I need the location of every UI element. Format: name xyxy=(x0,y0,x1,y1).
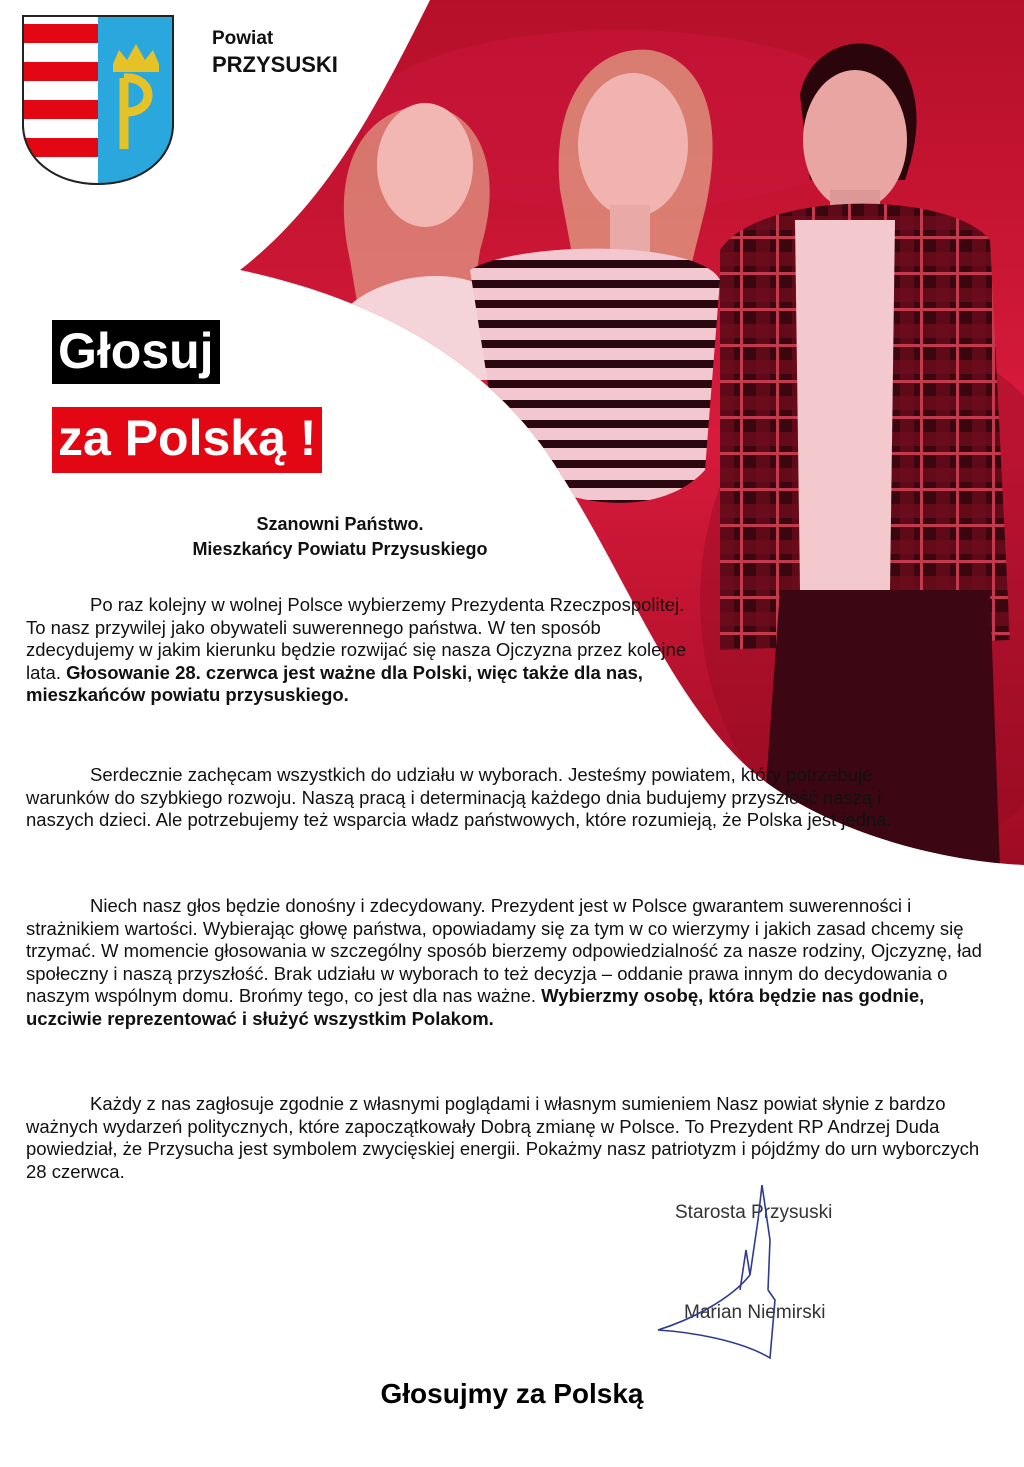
coat-of-arms xyxy=(21,14,175,186)
slogan-line2: za Polską ! xyxy=(52,407,322,473)
powiat-label: Powiat xyxy=(212,28,274,49)
slogan-line1: Głosuj xyxy=(52,320,220,384)
letter-paragraph-1 xyxy=(26,594,706,707)
signature-name: Marian Niemirski xyxy=(684,1302,826,1323)
handwritten-signature xyxy=(650,1180,810,1370)
powiat-name: PRZYSUSKI xyxy=(212,52,338,77)
p3-bold: Wybierzmy osobę, która będzie nas godnie, uczciwie reprezentować i służyć wszystkim Polakom. xyxy=(26,985,925,1029)
letter-paragraph-2 xyxy=(26,764,906,832)
letter-paragraph-4 xyxy=(26,1093,1001,1183)
header-brand xyxy=(212,27,338,79)
salutation-line1: Szanowni Państwo. xyxy=(256,514,424,534)
letter-paragraph-3 xyxy=(26,895,1001,1030)
salutation xyxy=(100,512,580,562)
signature-role: Starosta Przysuski xyxy=(675,1202,833,1223)
p1-text: Po raz kolejny w wolnej Polsce wybierzemy Prezydenta Rzeczpospolitej. To nasz przywilej jako obywateli suwerennego państwa. W ten sposób zdecydujemy w jakim kierunku będzie rozwijać się nasza Ojczyzna przez kolejne lata. xyxy=(26,594,687,683)
p2-text: Serdecznie zachęcam wszystkich do udziału w wyborach. Jesteśmy powiatem, który potrzebuje warunków do szybkiego rozwoju. Naszą pracą i determinacją każdego dnia budujemy przyszłość naszą i naszych dzieci. Ale potrzebujemy też wsparcia władz państwowych, które rozumieją, że Polska jest jedna. xyxy=(26,764,892,830)
p3-text: Niech nasz głos będzie donośny i zdecydowany. Prezydent jest w Polsce gwarantem suwerenności i strażnikiem wartości. Wybierając głowę państwa, opowiadamy się za tym w co wierzymy i jakich zasad chcemy się trzymać. W momencie głosowania w szczególny sposób bierzemy odpowiedzialność za nasze rodziny, Ojczyznę, ład społeczny i naszą przyszłość. Brak udziału w wyborach to też decyzja – oddanie prawa innym do decydowania o naszym wspólnym domu. Brońmy tego, co jest dla nas ważne. xyxy=(26,895,982,1006)
p1-bold: Głosowanie 28. czerwca jest ważne dla Polski, więc także dla nas, mieszkańców powiatu przysuskiego. xyxy=(26,661,643,705)
footer-slogan: Głosujmy za Polską xyxy=(380,1378,644,1409)
salutation-line2: Mieszkańcy Powiatu Przysuskiego xyxy=(192,539,488,559)
p4-text: Każdy z nas zagłosuje zgodnie z własnymi poglądami i własnym sumieniem Nasz powiat słynie z bardzo ważnych wydarzeń politycznych, które zapoczątkowały Dobrą zmianę w Polsce. To Prezydent RP Andrzej Duda powiedział, że Przysucha jest symbolem zwycięskiej energii. Pokażmy nasz patriotyzm i pójdźmy do urn wyborczych 28 czerwca. xyxy=(26,1093,980,1182)
